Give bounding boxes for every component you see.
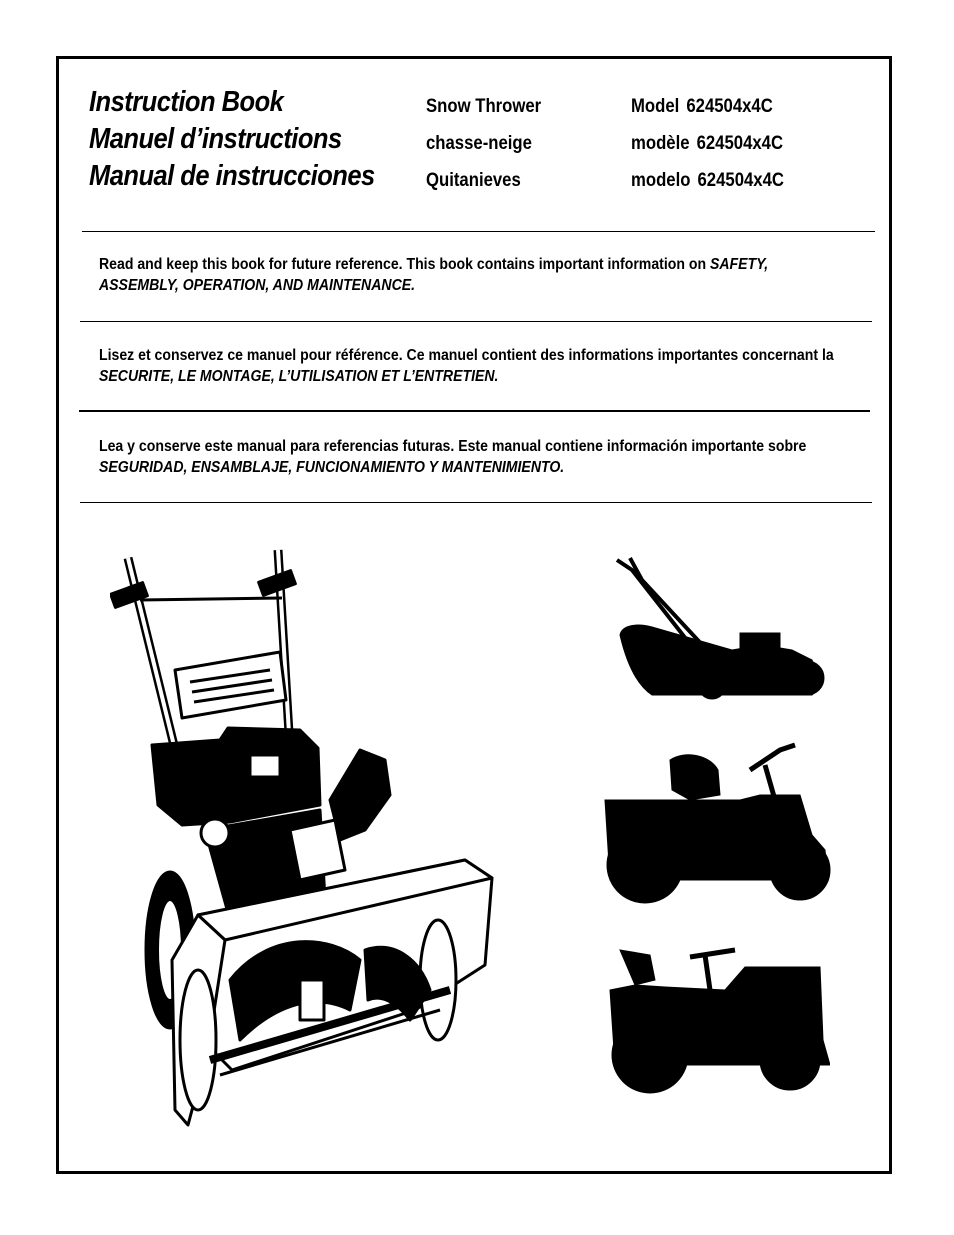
model-line-english [631,96,773,118]
garden-tractor-silhouette [605,945,830,1095]
product-english: Snow Thrower [426,96,542,117]
snow-thrower-illustration [110,540,510,1140]
notice-english: Read and keep this book for future reference. This book contains important information on SAFETY, ASSEMBLY, OPERATION, AND MAINTENANCE. [99,256,769,294]
divider [79,410,870,412]
model-line-french [631,133,783,155]
model-line-spanish [631,170,784,192]
model-number: 624504x4C [697,170,784,191]
model-number: 624504x4C [696,133,784,154]
notice-french: Lisez et conservez ce manuel pour référence. Ce manuel contient des informations importantes concernant la SECURITE, LE MONTAGE, L’UTILISATION ET L’ENTRETIEN. [99,347,834,385]
title-english: Instruction Book [89,86,284,118]
title-spanish: Manual de instrucciones [89,160,375,192]
walk-behind-mower-silhouette [612,555,827,705]
title-french: Manuel d’instructions [89,123,342,155]
product-spanish: Quitanieves [426,170,521,191]
model-label: modelo [631,170,691,191]
divider [80,502,872,503]
model-label: Model [631,96,680,117]
product-french: chasse-neige [426,133,532,154]
model-label: modèle [631,133,690,154]
divider [82,231,875,232]
notice-spanish: Lea y conserve este manual para referencias futuras. Este manual contiene información importante sobre SEGURIDAD, ENSAMBLAJE, FUNCIONAMIENTO Y MANTENIMIENTO. [99,438,807,476]
divider [80,321,872,322]
model-number: 624504x4C [686,96,773,117]
riding-mower-silhouette [600,740,835,905]
